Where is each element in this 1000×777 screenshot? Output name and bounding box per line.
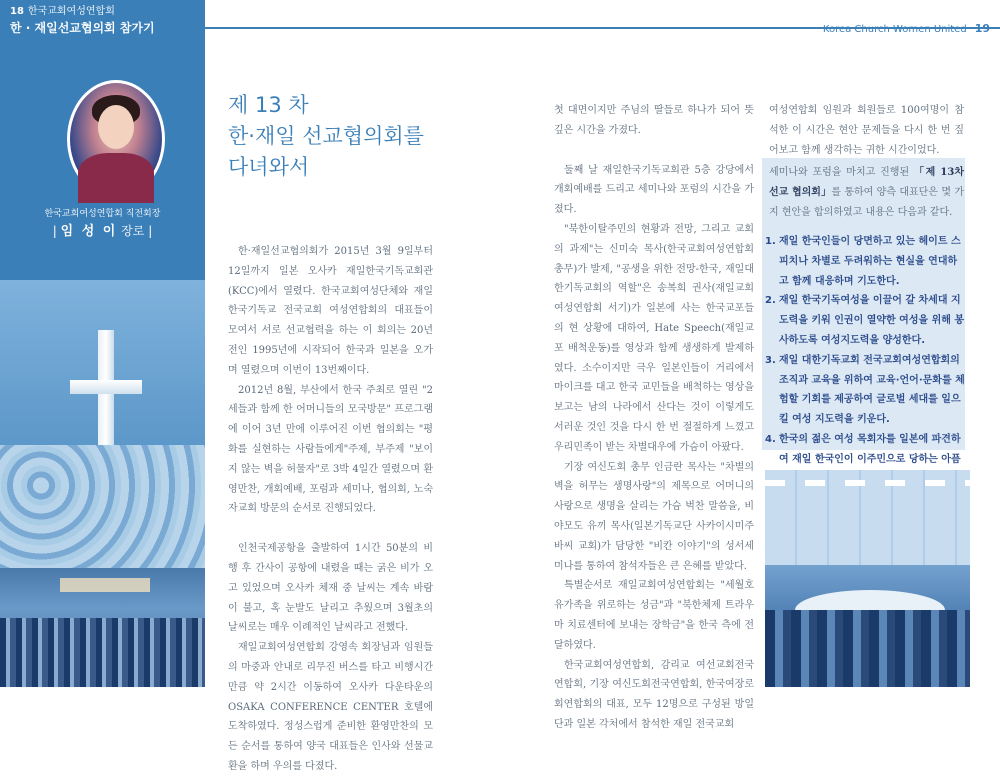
resolution-number: 2. — [765, 295, 776, 307]
right-page-header — [823, 22, 990, 35]
resolution-intro-text-after: 를 통하여 양측 대표단은 몇 가지 현안을 합의하였고 내용은 다음과 같다. — [769, 186, 964, 218]
right-org-name: Korea Church Women United — [822, 24, 967, 35]
meeting-photo-lights — [765, 480, 970, 486]
paragraph: 재일교회여성연합회 강영속 회장님과 임원들의 마중과 안내로 리무진 버스를 타고 비행시간 만큼 약 2시간 이동하여 오사카 다운타운의 OSAKA CONFERENCE CENTER 호텔에 도착하였다. 정성스럽게 준비한 환영만찬의 모든 순서를 통하여 양국 대표들은 인사와 선물교환을 하며 우의를 다졌다. — [228, 642, 433, 772]
article-title-line: 다녀와서 — [228, 155, 310, 179]
stones-photo — [0, 445, 205, 580]
paragraph: 첫 대면이지만 주님의 딸들로 하나가 되어 뜻깊은 시간을 가졌다. — [554, 105, 754, 136]
resolution-list — [765, 232, 965, 489]
resolution-intro-text: 세미나와 포럼을 마치고 진행된 — [769, 167, 914, 178]
resolution-item — [765, 291, 965, 350]
resolution-number: 3. — [765, 354, 776, 366]
paragraph: 둘째 날 재일한국기독교회관 5층 강당에서 개회예배를 드리고 세미나와 포럼의 시간을 가졌다. — [554, 164, 754, 216]
article-title-line: 한·재일 선교협의회를 — [228, 124, 424, 148]
paragraph: 2012년 8월, 부산에서 한국 주최로 열린 "2세들과 함께 한 어머니들의 모국방문" 프로그램에 이어 3년 만에 이루어진 이번 협의회는 "평화를 실현하는 사람들에게"주제, 부주제 "보이지 않는 벽을 허물자"로 3박 4일간 열렸으며 환영만찬, 개회예배, 포럼과 세미나, 협의회, 노숙자교회 방문의 순서로 진행되었다. — [228, 384, 433, 515]
section-title: 한 · 재일선교협의회 참가기 — [10, 21, 155, 35]
body-column-1 — [228, 242, 433, 777]
author-name: 임 성 이 — [60, 224, 118, 239]
left-page-number: 18 — [10, 6, 24, 17]
body-column-2 — [554, 101, 754, 735]
paragraph: 여성연합회 임원과 회원들로 100여명이 참석한 이 시간은 현안 문제들을 다시 한 번 짚어보고 함께 생각하는 귀한 시간이었다. — [769, 105, 964, 156]
resolution-text: 재일 한국인들이 당면하고 있는 헤이트 스피치나 차별로 두려워하는 현실을 연대하고 함께 대응하며 기도한다. — [779, 236, 961, 287]
resolution-item — [765, 351, 965, 430]
article-title-line: 제 13 차 — [228, 93, 309, 117]
paragraph: 한국교회여성연합회, 감리교 여선교회전국연합회, 기장 여신도회전국연합회, 한국여장로회연합회의 대표, 모두 12명으로 구성된 방일단과 일본 각처에서 참석한 재일 전국교회 — [554, 659, 754, 730]
group-photo — [0, 568, 205, 687]
paragraph: 한·재일선교협의회가 2015년 3월 9일부터 12일까지 일본 오사카 재일한국기독교회관(KCC)에서 열렸다. 한국교회여성단체와 재일한국기독교 전국교회 여성연합회의 대표들이 모여서 서로 선교협력을 하는 이 회의는 20년 전인 1995년에 시작되어 한국과 일본을 오가며 열렸으며 이번이 13번째이다. — [228, 246, 433, 376]
resolution-item — [765, 232, 965, 291]
paragraph: "북한이탈주민의 현황과 전망, 그리고 교회의 과제"는 신미숙 목사(한국교회여성연합회 총무)가 발제, "공생을 위한 전망-한국, 재일대한기독교회의 역할"은 송복희 권사(재일교회여성연합회 서기)가 일본에 사는 한국교포들의 현 상황에 대하여, Hate Speech(재일교포 배척운동)를 영상과 함께 생생하게 발제하였다. 소수이지만 극우 일본인들이 거리에서 마이크를 대고 한국 교민들을 배척하는 영상을 보고는 남의 나라에서 산다는 것이 이렇게도 서러운 것인 것을 다시 한 번 절절하게 느꼈고 우리민족이 받는 차별대우에 가슴이 아팠다. — [554, 223, 754, 453]
author-portrait — [67, 80, 165, 198]
cross-horizontal-beam — [70, 380, 142, 394]
author-name-line: | 임 성 이 장로 | — [52, 224, 153, 239]
author-title: 장로 — [121, 224, 145, 238]
resolution-text: 한국의 젊은 여성 목회자를 일본에 파견하여 재일 한국인이 이주민으로 당하는 아픔 — [779, 433, 961, 465]
group-photo-crowd — [0, 618, 205, 687]
group-photo-banner — [60, 578, 150, 592]
resolution-text: 재일 한국기독여성을 이끌어 갈 차세대 지도력을 키워 인권이 열약한 여성을 위해 봉사하도록 여성지도력을 양성한다. — [779, 295, 965, 346]
body-column-3 — [769, 101, 964, 160]
author-affiliation: 한국교회여성연합회 직전회장 — [44, 209, 161, 219]
paragraph: 인천국제공항을 출발하여 1시간 50분의 비행 후 간사이 공항에 내렸을 때는 굵은 비가 오고 있었으며 오사카 체재 중 날씨는 계속 바람이 불고, 혹 눈발도 날리고 추웠으며 3월초의 날씨로는 매우 이례적인 날씨라고 전했다. — [228, 543, 433, 634]
resolution-intro — [769, 163, 964, 222]
article-title — [228, 90, 424, 183]
meeting-photo — [765, 470, 970, 687]
paragraph: 특별순서로 재일교회여성연합회는 "세월호 유가족을 위로하는 성금"과 "북한체제 트라우마 치료센터에 보내는 장학금"을 한국 측에 전달하였다. — [554, 580, 754, 651]
left-header-rule — [205, 27, 505, 29]
meeting-photo-people — [765, 610, 970, 687]
left-org-name: 한국교회여성연합회 — [27, 6, 115, 17]
resolution-text: 재일 대한기독교회 전국교회여성연합회의 조직과 교육을 위하여 교육·언어·문화를 체험할 기회를 제공하여 글로벌 세대를 일으킬 여성 지도력을 키운다. — [779, 354, 965, 426]
author-caption — [0, 208, 205, 240]
resolution-intro-bold: 「제 13차 선교 협의회」 — [769, 167, 964, 198]
left-page-header — [10, 5, 155, 35]
resolution-number: 1. — [765, 236, 776, 247]
right-page-number: 19 — [974, 22, 990, 35]
paragraph: 기장 여신도회 총무 인금란 목사는 "차별의 벽을 허무는 생명사랑"의 제목으로 어머니의 사랑으로 생명을 살리는 가슴 벅찬 말씀을, 비야모도 유끼 목사(일본기독교단 사카이시미주바씨 교회)가 담당한 "비칸 이야기"의 성서세미나를 통하여 참석자들은 큰 은혜를 받았다. — [554, 461, 754, 572]
resolution-number: 4. — [765, 433, 776, 445]
